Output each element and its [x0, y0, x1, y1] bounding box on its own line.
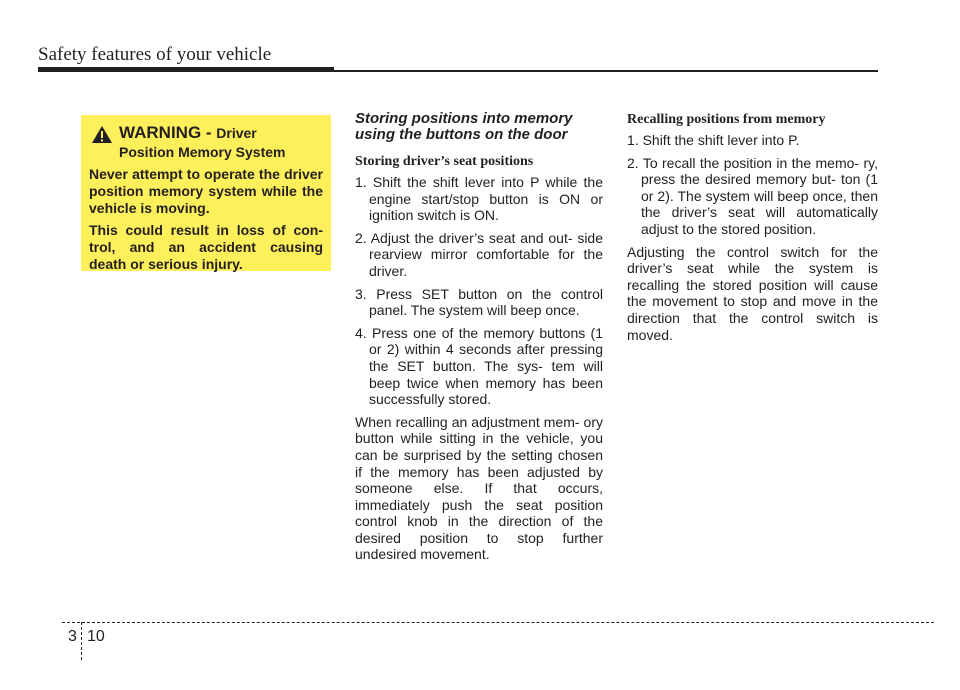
storing-note: When recalling an adjustment mem- ory button while sitting in the vehicle, you can be surprised by the setting chosen if the memory has been adjusted by someone else. If that occurs, immediately push the seat position control knob in the direction of the desired position to stop further undesired movement.	[355, 413, 603, 563]
header-rule-thick	[38, 67, 334, 72]
storing-step-3: 3. Press SET button on the control panel. The system will beep once.	[355, 285, 603, 319]
warning-box	[81, 115, 331, 271]
recalling-heading: Recalling positions from memory	[627, 112, 826, 127]
storing-step-2: 2. Adjust the driver’s seat and out- side rearview mirror comfortable for the driver.	[355, 229, 603, 279]
header-rule-thin	[334, 70, 878, 72]
page-number: 10	[87, 628, 105, 645]
warning-title-block	[119, 124, 257, 143]
storing-step-4: 4. Press one of the memory buttons (1 or 2) within 4 seconds after pressing the SET button. The sys- tem will beep twice when memory has been successfully stored.	[355, 324, 603, 408]
warning-header	[89, 124, 323, 144]
storing-step-1: 1. Shift the shift lever into P while the engine start/stop button is ON or ignition switch is ON.	[355, 174, 603, 224]
section-title-line-1: Storing positions into memory	[355, 110, 573, 127]
recalling-step-2: 2. To recall the position in the memo- ry, press the desired memory but- ton (1 or 2). The system will beep once, then the driver’s seat will automatically adjust to the stored position.	[627, 154, 878, 237]
warning-subtitle-2: Position Memory System	[119, 144, 286, 160]
recalling-column	[627, 111, 878, 343]
section-title-line-2: using the buttons on the door	[355, 126, 568, 143]
recalling-step-1: 1. Shift the shift lever into P.	[627, 132, 800, 148]
storing-column	[355, 111, 603, 563]
warning-paragraph-1: Never attempt to operate the driver position memory system while the vehicle is moving.	[89, 166, 323, 216]
recalling-steps	[627, 132, 878, 238]
page-header-title: Safety features of your vehicle	[38, 44, 272, 65]
warning-triangle-icon	[91, 125, 113, 144]
storing-steps	[355, 174, 603, 408]
warning-subtitle-1: Driver	[216, 125, 257, 141]
warning-paragraph-2: This could result in loss of con- trol, and an accident causing death or serious injury.	[89, 222, 323, 272]
footer-divider	[81, 622, 82, 660]
warning-title: WARNING -	[119, 123, 217, 142]
storing-heading: Storing driver’s seat positions	[355, 154, 534, 169]
footer-rule	[62, 622, 934, 623]
page-section-number: 3	[68, 628, 77, 645]
recalling-note: Adjusting the control switch for the driver’s seat while the system is recalling the stored position will cause the movement to stop and move in the direction that the control switch is moved.	[627, 243, 878, 343]
